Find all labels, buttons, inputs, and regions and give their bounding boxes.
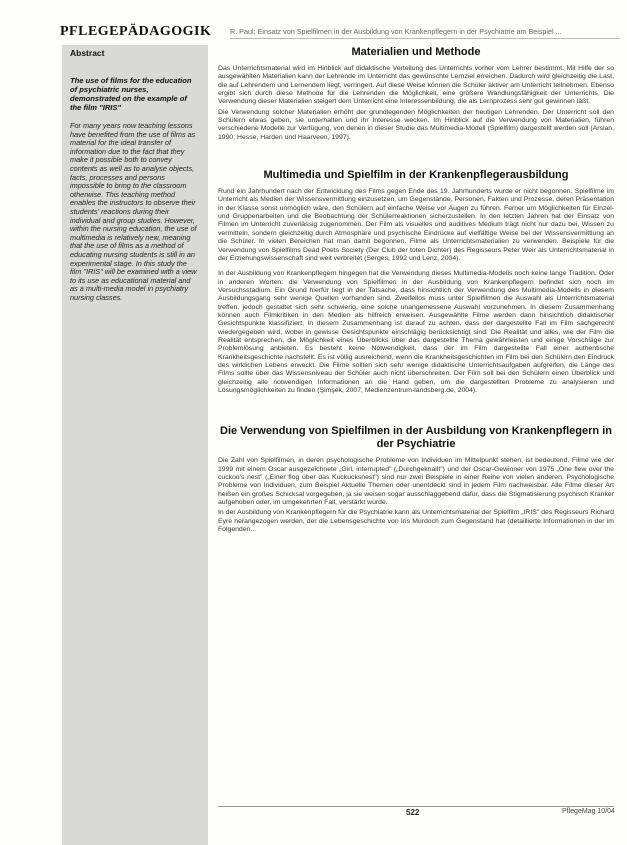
page-number: 522 [406,808,420,817]
section-heading-multimedia: Multimedia und Spielfilm in der Krankenpflegerausbildung [263,169,569,182]
paragraph: Die Zahl von Spielfilmen, in deren psychologische Probleme von Individuen im Mittelpunkt stehen, ist bedeutend. Filme wie der 1999 mit einem Oscar ausgezeichnete „Girl, interrupted" („Durchgeknallt") und der Oscar-Gewinner von 1975 „One flew over the cuckoo's nest" („Einer flog über das Kuckucksnest") sind nur zwei Beispiele in einer Reihe von vielen anderen. Psychologische Probleme von Individuen, zum Beispiel Aktuelle Themen oder unentdeckt sind in jedem Film nachweisbar. Alle Filme dieser Art heißen ein großes Schicksal vorgegeben, ja sie weisen sogar ausschlaggebend dafür, dass die Stigmatisierung psychisch Kranker aufgehoben oder, im umgekehrten Fall, verstärkt wurde. [218,457,614,507]
running-head: R. Paul: Einsatz von Spielfilmen in der Ausbildung von Krankenpflegern in der Psychiatrie am Beispiel ... [230,27,620,39]
section-heading-psychiatry: Die Verwendung von Spielfilmen in der Ausbildung von Krankenpflegern in der Psychiatrie [220,425,612,451]
journal-title: PFLEGEPÄDAGOGIK [60,24,212,39]
abstract-heading: Abstract [70,48,105,58]
footer-rule [218,806,614,807]
paragraph: Das Unterrichtsmaterial wird im Hinblick auf didaktische Verteilung des Unterrichts vorher vom Lehrer bestimmt. Mit Hilfe der so ausgewählten Materialien kann der Lehrende im Unterricht das gewünschte Lernziel erreichen. Dadurch wird gleichzeitig die Last, die auf Lehrendem und Lernendem liegt, verringert. Auf diese Weise können die Schüler aktiver am Unterricht teilnehmen. Ebenso ergibt sich durch diese Methode für die Lehrenden die Möglichkeit, eine größere Wandlungsfähigkeit der Unterrichts. Die Verwendung dieser Materialien steigert dem Unterricht eine Interessenbildung, die als Lernprozess sehr gut gewinnen läßt. [218,65,614,106]
section-heading-materials-method: Materialien und Methode [351,46,481,58]
paragraph: Die Verwendung solcher Materialien erhöht der grundlegenden Möglichkeiten der heutigen Lehrenden. Der Unterricht soll den Schülern etwas geben, sie unterhalten und ihr Interesse wecken. Im Hinblick auf die Verwendung von Materialien, führen verschiedene Modelle zur Verfügung, von denen in dieser Studie das Multimedia-Modell (Spielfilm) dargestellt werden soll (Arslan, 1990; Hesse, Harden und Haarveen, 1997). [218,108,614,141]
abstract-sidebar [62,45,208,845]
paragraph: Rund ein Jahrhundert nach der Entwicklung des Films gegen Ende des 19. Jahrhunderts wurde er nicht begonnen, Spielfilme im Unterricht als Medien der Wissensvermittlung einzusetzen, um Gegenstände, Personen, Fakten und Prozesse, deren Präsentation in der Klasse sonst unmöglich wäre, den Schülern auf einfache Weise vor Augen zu führen. Ferner um Möglichkeiten für Einzel- und Gruppenarbeiten und die Beobachtung der Schülerreaktionen sicherzustellen. In den letzten Jahren hat der Einsatz von Filmen im Unterricht zuverlässig zugenommen. Der Film als visuelles und auditives Medium trägt nicht nur dazu bei, Wissen zu vermitteln, sondern gleichzeitig durch Atmosphäre und psychische Eindrücke auf vielfältige Weise bei der Wissensvermittlung an die Schüler. In vielen Bereichen hat man damit begonnen, Filme als Unterrichtsmaterialien zu verwenden. Beispiele für die Verwendung von Spielfilms Dead Poets Society (Der Club der toten Dichter) des Regisseurs Peter Weir als Unterrichtsmaterial in der Erziehungswissenschaft sind weit verbreitet (Serges, 1992 und Lenz, 2004). [218,188,614,262]
paragraph: In der Ausbildung von Krankenpflegern hingegen hat die Verwendung dieses Multimedia-Modells noch keine lange Tradition. Oder in anderen Worten: die Verwendung von Spielfilmen in der Ausbildung von Krankenpflegern befindet sich noch im Versuchsstadium. Ein Grund hierfür liegt in der Tatsache, dass hinsichtlich der Verwendung des Multimedia-Modells in diesem Ausbildungsgang sehr wenige Quellen vorhanden sind. Zweifellos muss unter Spielfilmen die Auswahl als Unterrichtsmaterial treffen, jedoch gestaltet sich sehr schwierig, eine solche unangemessene Auswahl vorzunehmen. In diesem Zusammenhang können auch Filmkritiken in den Medien als hilfreich erweisen. Ausgewählte Filme werden dann hinsichtlich didaktischer Gesichtspunkte klassifiziert. In diesem Zusammenhang ist darauf zu achten, dass der dargestellte Fall im Film sachgerecht wiedergegeben wird, wobei in gewisse Gesichtspunkte einschlägig berücksichtigt sind. Die Realität und alles, wie der Film die Realität entsprechen, die Möglichkeit eines Überblicks über das dargestellte Thema gewährleisten und einige Vorschläge zur Problemlösung anbieten. Es besteht keine Notwendigkeit, dass der im Film dargestellte Fall einer authentische Krankheitsgeschichte nachstellt. Es ist völlig ausreichend, wenn die Krankheitsgeschichten im Film bei den Schülern den Eindruck des wirklichen Lebens erweckt. Die Filme sollten sich sehr wenige didaktische Unterrichtsaufgaben aufgreifen, die Länge des Films sollte über das Wissensniveau der Schüler auch nicht überschreiten. Der Film soll bei den Schülern einen Überblick und gleichzeitig alle notwendigen Informationen an die Hand geben, um die dargestellten Probleme zu analysieren und Lösungsmöglichkeiten zu finden (Şimşek, 2007, Medienzentrum-landsberg.de, 2004). [218,270,614,394]
abstract-title: The use of films for the education of psychiatric nurses, demonstrated on the example of the film "IRIS" [70,76,192,112]
paragraph: In der Ausbildung von Krankenpflegern für die Psychiatrie kann als Unterrichtsmaterial der Spielfilm „IRIS" des Regisseurs Richard Eyre herangezogen werden, der die Lebensgeschichte von Iris Murdoch zum Gegenstand hat (detaillierte Informationen in der im Folgenden... [218,509,614,534]
article-body [218,46,614,534]
abstract-body: For many years now teaching lessons have benefited from the use of films as material for the ideal transfer of information due to the fact that they make it possible both to convey contents as well as to analyse objects, facts, processes and persons impossible to bring to the classroom otherwise. This teaching method enables the instructors to observe their students' reactions during their individual and group studies. However, within the nursing education, the use of multimedia is relatively new, meaning that the use of films as a method of educating nursing students is still in an experimental stage. In this study the film "IRIS" will be examined with a view to its use as educational material and as a multi-media model in psychiatry nursing classes. [70,121,197,302]
journal-issue: PflegeMag 10/04 [562,808,615,815]
